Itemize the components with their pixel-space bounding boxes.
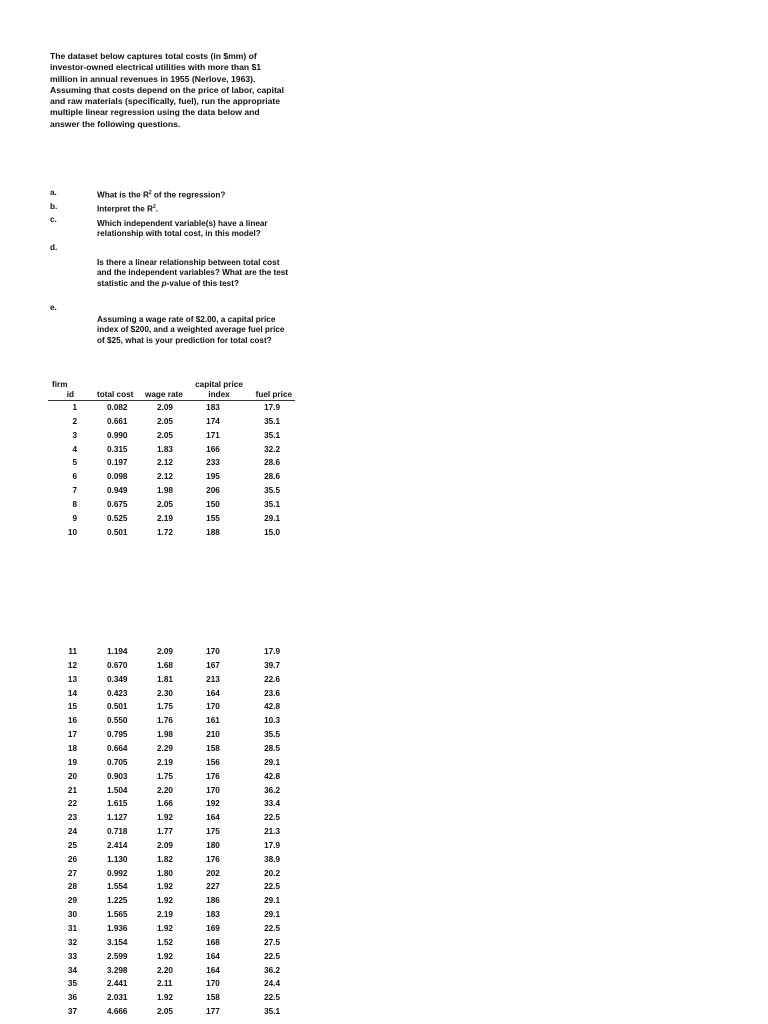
wage-rate-cell: 1.98: [157, 730, 173, 740]
question-text: Interpret the $R^2$.: [97, 204, 159, 214]
firm-id-cell: 3: [72, 430, 77, 440]
capital-price-cell: 183: [206, 403, 220, 412]
fuel-price-cell: 36.2: [264, 785, 280, 795]
wage-rate-cell: 2.20: [157, 965, 173, 975]
total-cost-cell: 0.664: [107, 743, 128, 753]
firm-id-cell: 17: [67, 730, 77, 740]
total-cost-cell: 2.441: [107, 979, 128, 989]
total-cost-cell: 0.082: [107, 403, 128, 412]
fuel-price-cell: 28.6: [264, 458, 280, 468]
capital-price-cell: 233: [206, 458, 220, 468]
capital-price-cell: 158: [206, 743, 220, 753]
fuel-price-cell: 28.5: [264, 743, 280, 753]
firm-id-cell: 22: [67, 799, 77, 809]
capital-price-cell: 167: [206, 660, 220, 670]
firm-id-cell: 32: [67, 937, 77, 947]
capital-price-cell: 170: [206, 647, 220, 656]
fuel-price-cell: 17.9: [264, 403, 280, 412]
capital-price-cell: 227: [206, 882, 220, 892]
fuel-price-cell: 36.2: [264, 965, 280, 975]
total-cost-cell: 0.423: [107, 688, 128, 698]
capital-price-cell: 192: [206, 799, 220, 809]
fuel-price-cell: 22.5: [264, 993, 280, 1003]
fuel-price-cell: 35.1: [264, 416, 280, 426]
total-cost-cell: 1.504: [107, 785, 128, 795]
wage-rate-cell: 1.77: [157, 827, 173, 837]
wage-rate-cell: 2.05: [157, 430, 173, 440]
total-cost-cell: 0.670: [107, 660, 128, 670]
total-cost-cell: 2.599: [107, 951, 128, 961]
capital-price-cell: 183: [206, 910, 220, 920]
total-cost-cell: 1.554: [107, 882, 128, 892]
wage-rate-cell: 1.75: [157, 702, 173, 712]
wage-rate-cell: 1.92: [157, 896, 173, 906]
capital-price-cell: 166: [206, 444, 220, 454]
fuel-price-cell: 35.1: [264, 499, 280, 509]
wage-rate-cell: 1.82: [157, 854, 173, 864]
total-cost-cell: 0.903: [107, 771, 128, 781]
firm-id-cell: 14: [67, 688, 77, 698]
question-text: Which independent variable(s) have a linear relationship with total cost, in this model?: [97, 219, 268, 239]
firm-id-cell: 26: [67, 854, 77, 864]
firm-id-cell: 33: [67, 951, 77, 961]
header-divider: [48, 400, 295, 401]
fuel-price-cell: 39.7: [264, 660, 280, 670]
firm-id-cell: 21: [67, 785, 77, 795]
wage-rate-cell: 1.80: [157, 868, 173, 878]
fuel-price-cell: 20.2: [264, 868, 280, 878]
firm-id-cell: 4: [72, 444, 77, 454]
wage-rate-cell: 1.83: [157, 444, 173, 454]
firm-id-cell: 2: [72, 416, 77, 426]
total-cost-cell: 4.666: [107, 1007, 128, 1017]
firm-id-cell: 35: [67, 979, 77, 989]
fuel-price-cell: 29.1: [264, 757, 280, 767]
capital-price-cell: 186: [206, 896, 220, 906]
fuel-price-cell: 17.9: [264, 647, 280, 656]
capital-price-cell: 168: [206, 937, 220, 947]
capital-price-cell: 155: [206, 513, 220, 523]
capital-price-cell: 170: [206, 702, 220, 712]
wage-rate-cell: 1.68: [157, 660, 173, 670]
capital-price-cell: 150: [206, 499, 220, 509]
wage-rate-cell: 1.92: [157, 813, 173, 823]
firm-id-cell: 10: [67, 527, 77, 537]
capital-price-cell: 213: [206, 674, 220, 684]
capital-price-cell: 156: [206, 757, 220, 767]
wage-rate-cell: 1.66: [157, 799, 173, 809]
question-letter: b.: [50, 202, 58, 211]
total-cost-cell: 2.031: [107, 993, 128, 1003]
wage-rate-cell: 2.09: [157, 840, 173, 850]
total-cost-cell: 0.718: [107, 827, 128, 837]
wage-rate-cell: 2.20: [157, 785, 173, 795]
wage-rate-cell: 2.19: [157, 757, 173, 767]
capital-price-cell: 176: [206, 854, 220, 864]
firm-id-cell: 19: [67, 757, 77, 767]
question-letter: d.: [50, 243, 58, 252]
total-cost-cell: 1.194: [107, 647, 128, 656]
firm-id-cell: 36: [67, 993, 77, 1003]
total-cost-cell: 0.949: [107, 486, 128, 496]
capital-price-cell: 202: [206, 868, 220, 878]
wage-rate-cell: 2.05: [157, 1007, 173, 1017]
firm-id-cell: 16: [67, 716, 77, 726]
wage-rate-cell: 1.98: [157, 486, 173, 496]
total-cost-cell: 0.197: [107, 458, 128, 468]
capital-price-cell: 164: [206, 813, 220, 823]
firm-id-cell: 23: [67, 813, 77, 823]
capital-price-cell: 164: [206, 965, 220, 975]
capital-price-cell: 174: [206, 416, 220, 426]
firm-id-cell: 18: [67, 743, 77, 753]
capital-price-cell: 176: [206, 771, 220, 781]
fuel-price-cell: 22.5: [264, 951, 280, 961]
fuel-price-cell: 17.9: [264, 840, 280, 850]
fuel-price-cell: 24.4: [264, 979, 280, 989]
total-cost-cell: 0.098: [107, 472, 128, 482]
wage-rate-cell: 1.92: [157, 924, 173, 933]
firm-id-cell: 34: [67, 965, 77, 975]
capital-price-cell: 175: [206, 827, 220, 837]
question-letter: a.: [50, 188, 57, 197]
total-cost-cell: 0.550: [107, 716, 128, 726]
question-text: Assuming a wage rate of $2.00, a capital price index of $200, and a weighted average fuel price of $25, what is your prediction for total cost?: [97, 315, 285, 345]
total-cost-cell: 3.298: [107, 965, 128, 975]
total-cost-cell: 3.154: [107, 937, 128, 947]
wage-rate-cell: 2.05: [157, 499, 173, 509]
header-firm-id: firm id: [52, 380, 74, 399]
total-cost-cell: 0.525: [107, 513, 128, 523]
firm-id-cell: 25: [67, 840, 77, 850]
header-wage-rate: wage rate: [145, 390, 183, 399]
wage-rate-cell: 1.76: [157, 716, 173, 726]
wage-rate-cell: 2.19: [157, 513, 173, 523]
capital-price-cell: 210: [206, 730, 220, 740]
wage-rate-cell: 1.92: [157, 951, 173, 961]
firm-id-cell: 27: [67, 868, 77, 878]
wage-rate-cell: 2.12: [157, 458, 173, 468]
question-text: What is the $R^2$ of the regression?: [97, 190, 226, 200]
capital-price-cell: 206: [206, 486, 220, 496]
capital-price-cell: 188: [206, 527, 220, 537]
fuel-price-cell: 22.5: [264, 813, 280, 823]
firm-id-cell: 13: [67, 674, 77, 684]
wage-rate-cell: 2.11: [157, 979, 173, 989]
firm-id-cell: 11: [68, 647, 77, 656]
total-cost-cell: 1.130: [107, 854, 128, 864]
capital-price-cell: 170: [206, 785, 220, 795]
total-cost-cell: 2.414: [107, 840, 128, 850]
capital-price-cell: 195: [206, 472, 220, 482]
wage-rate-cell: 1.52: [157, 937, 173, 947]
firm-id-cell: 31: [67, 924, 77, 933]
wage-rate-cell: 2.05: [157, 416, 173, 426]
fuel-price-cell: 29.1: [264, 513, 280, 523]
total-cost-cell: 1.565: [107, 910, 128, 920]
fuel-price-cell: 35.5: [264, 486, 280, 496]
fuel-price-cell: 22.5: [264, 882, 280, 892]
capital-price-cell: 180: [206, 840, 220, 850]
fuel-price-cell: 35.1: [264, 430, 280, 440]
total-cost-cell: 0.705: [107, 757, 128, 767]
firm-id-cell: 29: [67, 896, 77, 906]
firm-id-cell: 30: [67, 910, 77, 920]
fuel-price-cell: 29.1: [264, 896, 280, 906]
total-cost-cell: 0.501: [107, 527, 128, 537]
wage-rate-cell: 2.09: [157, 647, 173, 656]
wage-rate-cell: 2.19: [157, 910, 173, 920]
capital-price-cell: 164: [206, 688, 220, 698]
total-cost-cell: 0.349: [107, 674, 128, 684]
firm-id-cell: 6: [72, 472, 77, 482]
firm-id-cell: 28: [67, 882, 77, 892]
wage-rate-cell: 1.92: [157, 882, 173, 892]
total-cost-cell: 0.661: [107, 416, 128, 426]
fuel-price-cell: 23.6: [264, 688, 280, 698]
header-total-cost: total cost: [97, 390, 134, 399]
capital-price-cell: 171: [206, 430, 220, 440]
firm-id-cell: 7: [72, 486, 77, 496]
header-fuel-price: fuel price: [255, 390, 292, 399]
total-cost-cell: 1.127: [107, 813, 128, 823]
wage-rate-cell: 2.12: [157, 472, 173, 482]
fuel-price-cell: 42.8: [264, 702, 280, 712]
wage-rate-cell: 2.09: [157, 403, 173, 412]
capital-price-cell: 161: [206, 716, 220, 726]
fuel-price-cell: 27.5: [264, 937, 280, 947]
fuel-price-cell: 10.3: [264, 716, 280, 726]
wage-rate-cell: 1.75: [157, 771, 173, 781]
total-cost-cell: 0.992: [107, 868, 128, 878]
firm-id-cell: 12: [67, 660, 77, 670]
capital-price-cell: 158: [206, 993, 220, 1003]
total-cost-cell: 0.795: [107, 730, 128, 740]
firm-id-cell: 8: [72, 499, 77, 509]
capital-price-cell: 164: [206, 951, 220, 961]
capital-price-cell: 169: [206, 924, 220, 933]
fuel-price-cell: 38.9: [264, 854, 280, 864]
question-text: Is there a linear relationship between total cost and the independent variables? What are the test statistic and the p-value of this test?: [97, 258, 289, 288]
total-cost-cell: 1.936: [107, 924, 128, 933]
total-cost-cell: 1.615: [107, 799, 128, 809]
question-letter: c.: [50, 215, 57, 224]
capital-price-cell: 170: [206, 979, 220, 989]
capital-price-cell: 177: [206, 1007, 220, 1017]
fuel-price-cell: 32.2: [264, 444, 280, 454]
firm-id-cell: 37: [67, 1007, 77, 1017]
header-capital-price-index: capital price index: [195, 380, 243, 399]
fuel-price-cell: 15.0: [264, 527, 280, 537]
wage-rate-cell: 1.81: [157, 674, 173, 684]
firm-id-cell: 9: [72, 513, 77, 523]
intro-paragraph: The dataset below captures total costs (in $mm) of investor-owned electrical utilities with more than $1 million in annual revenues in 1955 (Nerlove, 1963). Assuming that costs depend on the price of labor, capital and raw materials (specifically, fuel), run the appropriate multiple linear regression using the data below and answer the following questions.: [50, 51, 284, 129]
wage-rate-cell: 1.72: [157, 527, 173, 537]
fuel-price-cell: 42.8: [264, 771, 280, 781]
firm-id-cell: 24: [67, 827, 77, 837]
total-cost-cell: 0.501: [107, 702, 128, 712]
fuel-price-cell: 28.6: [264, 472, 280, 482]
fuel-price-cell: 35.5: [264, 730, 280, 740]
total-cost-cell: 0.675: [107, 499, 128, 509]
total-cost-cell: 0.990: [107, 430, 128, 440]
firm-id-cell: 1: [72, 403, 77, 412]
firm-id-cell: 5: [72, 458, 77, 468]
wage-rate-cell: 2.29: [157, 743, 173, 753]
fuel-price-cell: 21.3: [264, 827, 280, 837]
fuel-price-cell: 22.5: [264, 924, 280, 933]
fuel-price-cell: 33.4: [264, 799, 280, 809]
firm-id-cell: 15: [67, 702, 77, 712]
question-letter: e.: [50, 303, 57, 312]
total-cost-cell: 0.315: [107, 444, 128, 454]
wage-rate-cell: 2.30: [157, 688, 173, 698]
fuel-price-cell: 35.1: [264, 1007, 280, 1017]
total-cost-cell: 1.225: [107, 896, 128, 906]
fuel-price-cell: 22.6: [264, 674, 280, 684]
fuel-price-cell: 29.1: [264, 910, 280, 920]
firm-id-cell: 20: [67, 771, 77, 781]
wage-rate-cell: 1.92: [157, 993, 173, 1003]
